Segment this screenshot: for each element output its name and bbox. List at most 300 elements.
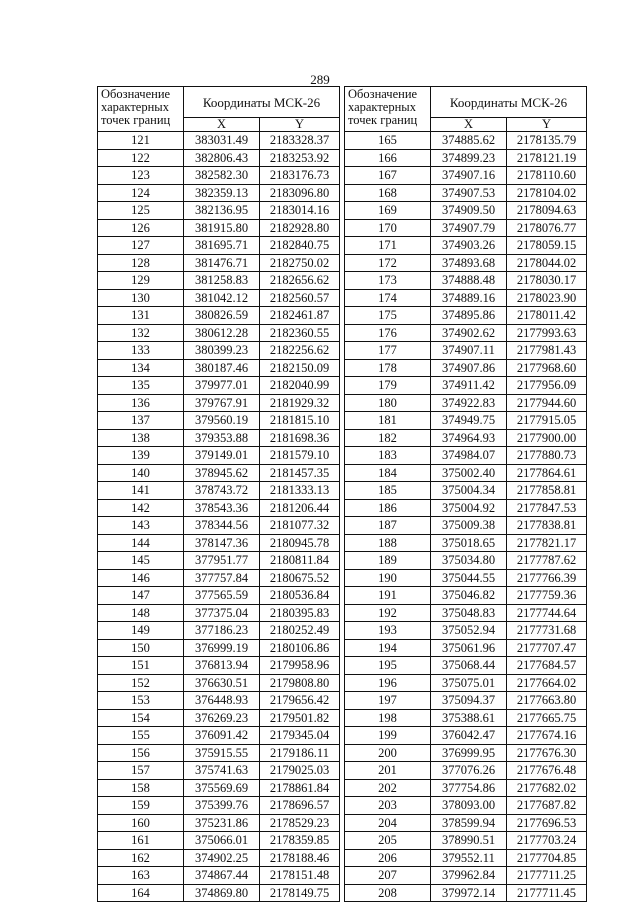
y-coordinate-cell: 2183328.37 [260, 132, 340, 150]
table-row [345, 272, 587, 290]
y-coordinate-cell: 2179025.03 [260, 762, 340, 780]
point-id-cell: 176 [345, 324, 431, 342]
x-coordinate-cell: 375044.55 [431, 569, 507, 587]
table-row [98, 814, 340, 832]
y-coordinate-cell: 2183176.73 [260, 167, 340, 185]
point-id-cell: 204 [345, 814, 431, 832]
table-row [98, 359, 340, 377]
point-id-cell: 171 [345, 237, 431, 255]
table-row [98, 412, 340, 430]
y-coordinate-cell: 2177707.47 [507, 639, 587, 657]
coord-group-header: Координаты МСК-26 [431, 87, 587, 118]
x-coordinate-cell: 380187.46 [184, 359, 260, 377]
table-row [98, 709, 340, 727]
table-row [98, 447, 340, 465]
table-row [98, 674, 340, 692]
point-id-cell: 179 [345, 377, 431, 395]
x-coordinate-cell: 378093.00 [431, 797, 507, 815]
y-coordinate-cell: 2182750.02 [260, 254, 340, 272]
y-coordinate-cell: 2177664.02 [507, 674, 587, 692]
point-id-cell: 183 [345, 447, 431, 465]
y-coordinate-cell: 2177704.85 [507, 849, 587, 867]
y-coordinate-cell: 2178104.02 [507, 184, 587, 202]
point-id-cell: 200 [345, 744, 431, 762]
table-row [98, 657, 340, 675]
table-row [345, 639, 587, 657]
x-coordinate-cell: 381915.80 [184, 219, 260, 237]
table-row [98, 202, 340, 220]
table-row [345, 849, 587, 867]
coordinates-table-right [344, 86, 587, 902]
x-coordinate-cell: 375061.96 [431, 639, 507, 657]
table-row [345, 447, 587, 465]
y-coordinate-cell: 2178030.17 [507, 272, 587, 290]
coordinates-tables [97, 86, 587, 902]
table-row [345, 499, 587, 517]
table-row [345, 779, 587, 797]
x-coordinate-cell: 374867.44 [184, 867, 260, 885]
point-id-cell: 196 [345, 674, 431, 692]
table-row [98, 132, 340, 150]
y-coordinate-cell: 2178011.42 [507, 307, 587, 325]
y-coordinate-cell: 2180811.84 [260, 552, 340, 570]
x-coordinate-cell: 375034.80 [431, 552, 507, 570]
y-coordinate-cell: 2177858.81 [507, 482, 587, 500]
y-coordinate-cell: 2183014.16 [260, 202, 340, 220]
point-id-cell: 170 [345, 219, 431, 237]
x-coordinate-cell: 375046.82 [431, 587, 507, 605]
table-row [98, 849, 340, 867]
table-row [345, 517, 587, 535]
table-row [98, 639, 340, 657]
point-label-header: Обозначение характерных точек границ [345, 87, 431, 132]
point-id-cell: 122 [98, 149, 184, 167]
point-id-cell: 207 [345, 867, 431, 885]
y-coordinate-cell: 2178094.63 [507, 202, 587, 220]
point-id-cell: 168 [345, 184, 431, 202]
point-id-cell: 197 [345, 692, 431, 710]
point-id-cell: 141 [98, 482, 184, 500]
point-id-cell: 142 [98, 499, 184, 517]
table-row [345, 797, 587, 815]
x-coordinate-cell: 381476.71 [184, 254, 260, 272]
x-coordinate-cell: 379552.11 [431, 849, 507, 867]
point-id-cell: 125 [98, 202, 184, 220]
y-coordinate-cell: 2178359.85 [260, 832, 340, 850]
point-id-cell: 203 [345, 797, 431, 815]
table-row [345, 324, 587, 342]
point-id-cell: 133 [98, 342, 184, 360]
table-row [98, 237, 340, 255]
point-id-cell: 134 [98, 359, 184, 377]
y-coordinate-cell: 2181206.44 [260, 499, 340, 517]
x-coordinate-cell: 375068.44 [431, 657, 507, 675]
table-row [98, 289, 340, 307]
x-coordinate-cell: 376269.23 [184, 709, 260, 727]
y-coordinate-cell: 2182461.87 [260, 307, 340, 325]
y-coordinate-cell: 2181077.32 [260, 517, 340, 535]
table-row [345, 867, 587, 885]
y-coordinate-cell: 2177711.25 [507, 867, 587, 885]
y-coordinate-cell: 2177847.53 [507, 499, 587, 517]
point-id-cell: 201 [345, 762, 431, 780]
table-row [345, 674, 587, 692]
point-id-cell: 174 [345, 289, 431, 307]
table-row [98, 394, 340, 412]
table-row [98, 184, 340, 202]
table-row [98, 219, 340, 237]
coordinates-body-left [98, 132, 340, 902]
y-coordinate-cell: 2181579.10 [260, 447, 340, 465]
y-coordinate-cell: 2182150.09 [260, 359, 340, 377]
y-header: Y [507, 118, 587, 132]
x-coordinate-cell: 375915.55 [184, 744, 260, 762]
point-id-cell: 147 [98, 587, 184, 605]
table-row [345, 587, 587, 605]
y-coordinate-cell: 2178188.46 [260, 849, 340, 867]
point-id-cell: 193 [345, 622, 431, 640]
point-id-cell: 143 [98, 517, 184, 535]
point-id-cell: 160 [98, 814, 184, 832]
point-id-cell: 123 [98, 167, 184, 185]
y-coordinate-cell: 2178110.60 [507, 167, 587, 185]
x-coordinate-cell: 375004.34 [431, 482, 507, 500]
table-row [345, 167, 587, 185]
x-coordinate-cell: 375052.94 [431, 622, 507, 640]
point-id-cell: 175 [345, 307, 431, 325]
x-coordinate-cell: 374907.16 [431, 167, 507, 185]
x-coordinate-cell: 374907.11 [431, 342, 507, 360]
point-id-cell: 144 [98, 534, 184, 552]
point-id-cell: 157 [98, 762, 184, 780]
y-coordinate-cell: 2181333.13 [260, 482, 340, 500]
y-coordinate-cell: 2182928.80 [260, 219, 340, 237]
x-coordinate-cell: 382806.43 [184, 149, 260, 167]
table-row [98, 762, 340, 780]
table-row [345, 359, 587, 377]
table-row [98, 569, 340, 587]
y-coordinate-cell: 2177821.17 [507, 534, 587, 552]
table-row [345, 832, 587, 850]
y-coordinate-cell: 2182360.55 [260, 324, 340, 342]
table-row [98, 307, 340, 325]
point-id-cell: 154 [98, 709, 184, 727]
x-coordinate-cell: 381258.83 [184, 272, 260, 290]
point-id-cell: 205 [345, 832, 431, 850]
x-coordinate-cell: 374964.93 [431, 429, 507, 447]
point-id-cell: 169 [345, 202, 431, 220]
x-coordinate-cell: 382359.13 [184, 184, 260, 202]
y-coordinate-cell: 2180106.86 [260, 639, 340, 657]
x-coordinate-cell: 381695.71 [184, 237, 260, 255]
point-id-cell: 186 [345, 499, 431, 517]
x-coordinate-cell: 374911.42 [431, 377, 507, 395]
x-coordinate-cell: 378945.62 [184, 464, 260, 482]
point-id-cell: 206 [345, 849, 431, 867]
point-id-cell: 127 [98, 237, 184, 255]
x-coordinate-cell: 378599.94 [431, 814, 507, 832]
x-coordinate-cell: 376813.94 [184, 657, 260, 675]
point-id-cell: 152 [98, 674, 184, 692]
point-id-cell: 155 [98, 727, 184, 745]
table-row [345, 744, 587, 762]
point-id-cell: 162 [98, 849, 184, 867]
point-id-cell: 165 [345, 132, 431, 150]
x-coordinate-cell: 378147.36 [184, 534, 260, 552]
table-row [98, 254, 340, 272]
y-coordinate-cell: 2179501.82 [260, 709, 340, 727]
y-coordinate-cell: 2177759.36 [507, 587, 587, 605]
table-row [98, 324, 340, 342]
x-coordinate-cell: 379962.84 [431, 867, 507, 885]
point-id-cell: 138 [98, 429, 184, 447]
x-coordinate-cell: 377951.77 [184, 552, 260, 570]
y-coordinate-cell: 2178861.84 [260, 779, 340, 797]
y-coordinate-cell: 2178023.90 [507, 289, 587, 307]
point-id-cell: 158 [98, 779, 184, 797]
table-row [345, 219, 587, 237]
point-id-cell: 146 [98, 569, 184, 587]
point-id-cell: 137 [98, 412, 184, 430]
y-coordinate-cell: 2177711.45 [507, 884, 587, 902]
table-row [345, 569, 587, 587]
y-coordinate-cell: 2177900.00 [507, 429, 587, 447]
point-id-cell: 131 [98, 307, 184, 325]
y-coordinate-cell: 2183253.92 [260, 149, 340, 167]
y-coordinate-cell: 2177993.63 [507, 324, 587, 342]
x-coordinate-cell: 374899.23 [431, 149, 507, 167]
x-header: X [431, 118, 507, 132]
point-id-cell: 149 [98, 622, 184, 640]
y-coordinate-cell: 2180945.78 [260, 534, 340, 552]
point-id-cell: 191 [345, 587, 431, 605]
table-row [345, 657, 587, 675]
x-coordinate-cell: 381042.12 [184, 289, 260, 307]
point-id-cell: 128 [98, 254, 184, 272]
x-coordinate-cell: 376448.93 [184, 692, 260, 710]
point-id-cell: 156 [98, 744, 184, 762]
table-row [345, 727, 587, 745]
table-row [98, 692, 340, 710]
table-row [98, 779, 340, 797]
x-coordinate-cell: 374893.68 [431, 254, 507, 272]
x-coordinate-cell: 378990.51 [431, 832, 507, 850]
table-row [98, 499, 340, 517]
y-coordinate-cell: 2177703.24 [507, 832, 587, 850]
x-coordinate-cell: 375066.01 [184, 832, 260, 850]
table-row [98, 429, 340, 447]
table-row [345, 814, 587, 832]
table-row [98, 797, 340, 815]
table-row [345, 884, 587, 902]
point-id-cell: 167 [345, 167, 431, 185]
y-coordinate-cell: 2180252.49 [260, 622, 340, 640]
table-row [98, 534, 340, 552]
point-id-cell: 194 [345, 639, 431, 657]
table-row [98, 867, 340, 885]
x-coordinate-cell: 377757.84 [184, 569, 260, 587]
table-row [98, 149, 340, 167]
y-coordinate-cell: 2179656.42 [260, 692, 340, 710]
x-coordinate-cell: 379977.01 [184, 377, 260, 395]
y-coordinate-cell: 2177684.57 [507, 657, 587, 675]
x-coordinate-cell: 382582.30 [184, 167, 260, 185]
y-coordinate-cell: 2178529.23 [260, 814, 340, 832]
y-coordinate-cell: 2177676.48 [507, 762, 587, 780]
table-row [345, 692, 587, 710]
table-row [345, 132, 587, 150]
point-id-cell: 121 [98, 132, 184, 150]
point-id-cell: 163 [98, 867, 184, 885]
table-row [345, 552, 587, 570]
coord-group-header: Координаты МСК-26 [184, 87, 340, 118]
point-id-cell: 151 [98, 657, 184, 675]
y-coordinate-cell: 2179958.96 [260, 657, 340, 675]
y-coordinate-cell: 2177663.80 [507, 692, 587, 710]
y-coordinate-cell: 2177731.68 [507, 622, 587, 640]
table-row [345, 237, 587, 255]
y-coordinate-cell: 2179186.11 [260, 744, 340, 762]
table-row [98, 744, 340, 762]
y-coordinate-cell: 2179345.04 [260, 727, 340, 745]
x-coordinate-cell: 377565.59 [184, 587, 260, 605]
point-id-cell: 145 [98, 552, 184, 570]
x-coordinate-cell: 380399.23 [184, 342, 260, 360]
x-coordinate-cell: 378344.56 [184, 517, 260, 535]
point-id-cell: 161 [98, 832, 184, 850]
y-coordinate-cell: 2177744.64 [507, 604, 587, 622]
y-coordinate-cell: 2183096.80 [260, 184, 340, 202]
x-coordinate-cell: 374902.62 [431, 324, 507, 342]
table-row [345, 342, 587, 360]
point-id-cell: 178 [345, 359, 431, 377]
point-id-cell: 199 [345, 727, 431, 745]
point-id-cell: 173 [345, 272, 431, 290]
x-coordinate-cell: 380612.28 [184, 324, 260, 342]
y-coordinate-cell: 2177696.53 [507, 814, 587, 832]
y-coordinate-cell: 2181815.10 [260, 412, 340, 430]
table-row [345, 184, 587, 202]
point-id-cell: 136 [98, 394, 184, 412]
table-row [345, 429, 587, 447]
table-row [98, 517, 340, 535]
point-id-cell: 202 [345, 779, 431, 797]
table-row [98, 604, 340, 622]
x-coordinate-cell: 378743.72 [184, 482, 260, 500]
table-row [98, 622, 340, 640]
point-id-cell: 166 [345, 149, 431, 167]
point-id-cell: 190 [345, 569, 431, 587]
x-coordinate-cell: 378543.36 [184, 499, 260, 517]
page-number: 289 [310, 72, 330, 87]
x-coordinate-cell: 375004.92 [431, 499, 507, 517]
table-row [98, 884, 340, 902]
y-coordinate-cell: 2177880.73 [507, 447, 587, 465]
point-id-cell: 140 [98, 464, 184, 482]
point-id-cell: 148 [98, 604, 184, 622]
coordinates-body-right [345, 132, 587, 902]
y-coordinate-cell: 2177838.81 [507, 517, 587, 535]
point-id-cell: 188 [345, 534, 431, 552]
x-coordinate-cell: 376999.95 [431, 744, 507, 762]
table-row [98, 167, 340, 185]
x-coordinate-cell: 374907.86 [431, 359, 507, 377]
y-coordinate-cell: 2181457.35 [260, 464, 340, 482]
table-row [98, 342, 340, 360]
x-coordinate-cell: 374949.75 [431, 412, 507, 430]
table-row [345, 534, 587, 552]
point-id-cell: 129 [98, 272, 184, 290]
table-row [345, 202, 587, 220]
y-coordinate-cell: 2178044.02 [507, 254, 587, 272]
x-coordinate-cell: 376999.19 [184, 639, 260, 657]
y-coordinate-cell: 2177682.02 [507, 779, 587, 797]
y-coordinate-cell: 2178135.79 [507, 132, 587, 150]
x-coordinate-cell: 374922.83 [431, 394, 507, 412]
x-coordinate-cell: 376042.47 [431, 727, 507, 745]
x-coordinate-cell: 374869.80 [184, 884, 260, 902]
y-coordinate-cell: 2177968.60 [507, 359, 587, 377]
point-id-cell: 132 [98, 324, 184, 342]
x-coordinate-cell: 374907.79 [431, 219, 507, 237]
table-row [98, 587, 340, 605]
y-coordinate-cell: 2178076.77 [507, 219, 587, 237]
x-coordinate-cell: 375048.83 [431, 604, 507, 622]
x-coordinate-cell: 375075.01 [431, 674, 507, 692]
x-coordinate-cell: 375399.76 [184, 797, 260, 815]
point-id-cell: 198 [345, 709, 431, 727]
table-row [345, 762, 587, 780]
point-id-cell: 124 [98, 184, 184, 202]
table-row [345, 149, 587, 167]
y-coordinate-cell: 2178149.75 [260, 884, 340, 902]
x-coordinate-cell: 374909.50 [431, 202, 507, 220]
x-coordinate-cell: 374885.62 [431, 132, 507, 150]
y-coordinate-cell: 2181698.36 [260, 429, 340, 447]
y-coordinate-cell: 2178696.57 [260, 797, 340, 815]
y-coordinate-cell: 2182656.62 [260, 272, 340, 290]
point-id-cell: 189 [345, 552, 431, 570]
point-id-cell: 126 [98, 219, 184, 237]
y-coordinate-cell: 2178121.19 [507, 149, 587, 167]
point-id-cell: 177 [345, 342, 431, 360]
x-coordinate-cell: 374903.26 [431, 237, 507, 255]
y-coordinate-cell: 2179808.80 [260, 674, 340, 692]
y-coordinate-cell: 2177864.61 [507, 464, 587, 482]
x-coordinate-cell: 375388.61 [431, 709, 507, 727]
table-row [345, 394, 587, 412]
y-coordinate-cell: 2177981.43 [507, 342, 587, 360]
table-row [98, 272, 340, 290]
point-id-cell: 192 [345, 604, 431, 622]
x-coordinate-cell: 375018.65 [431, 534, 507, 552]
point-id-cell: 195 [345, 657, 431, 675]
x-coordinate-cell: 375009.38 [431, 517, 507, 535]
point-id-cell: 153 [98, 692, 184, 710]
x-coordinate-cell: 380826.59 [184, 307, 260, 325]
y-coordinate-cell: 2177956.09 [507, 377, 587, 395]
point-id-cell: 150 [98, 639, 184, 657]
point-id-cell: 180 [345, 394, 431, 412]
table-row [345, 412, 587, 430]
point-id-cell: 135 [98, 377, 184, 395]
x-coordinate-cell: 374907.53 [431, 184, 507, 202]
y-coordinate-cell: 2177944.60 [507, 394, 587, 412]
y-coordinate-cell: 2180675.52 [260, 569, 340, 587]
x-coordinate-cell: 377754.86 [431, 779, 507, 797]
x-coordinate-cell: 379972.14 [431, 884, 507, 902]
table-row [345, 377, 587, 395]
